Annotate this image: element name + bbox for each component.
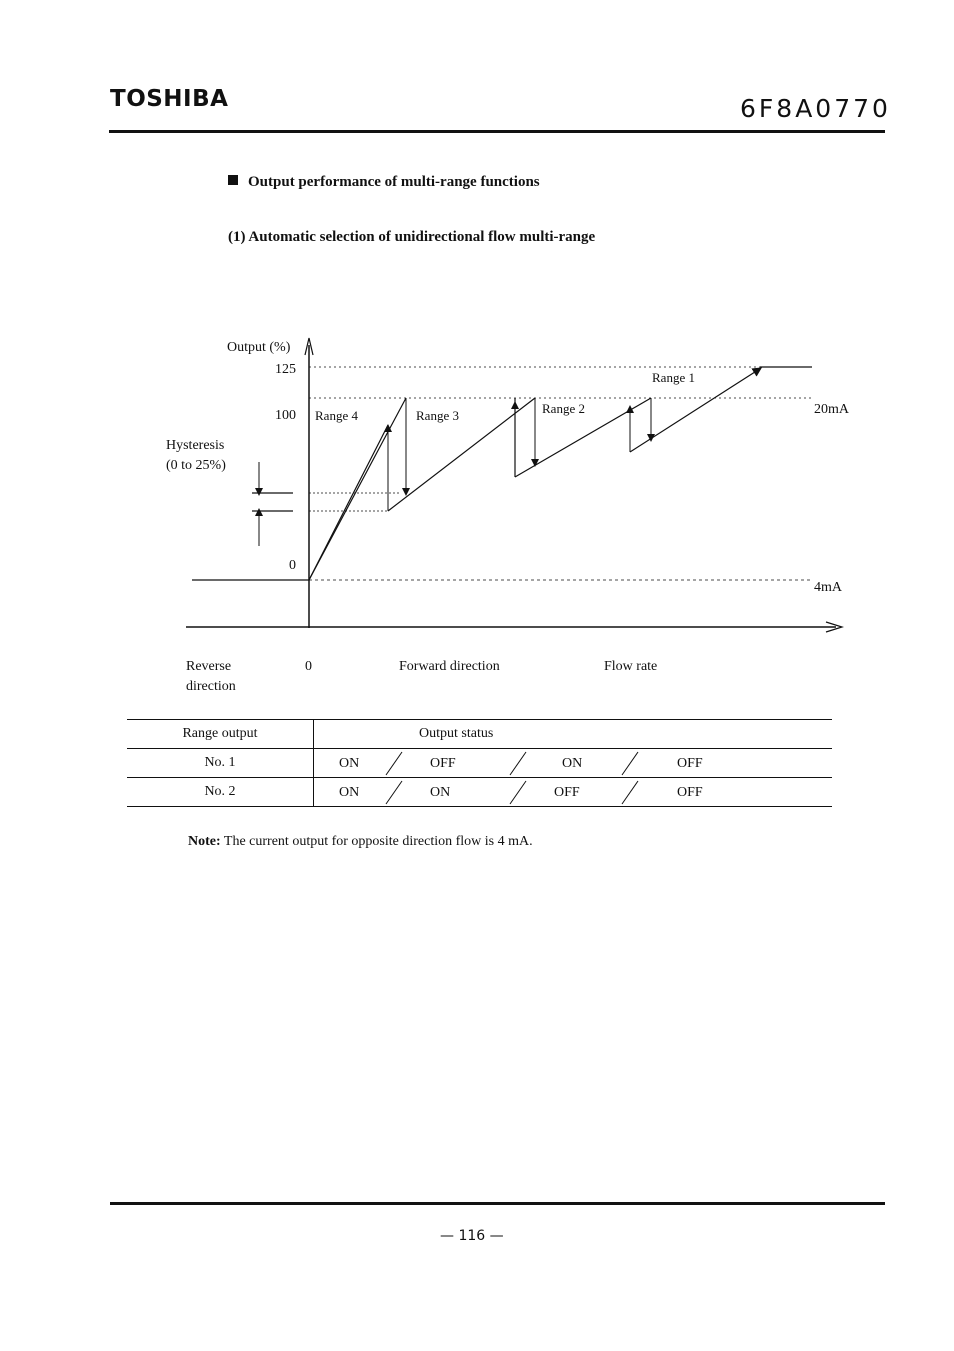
header-output-status: Output status bbox=[314, 720, 833, 749]
document-number: 6F8A0770 bbox=[740, 94, 891, 123]
section-heading-text: Output performance of multi-range functions bbox=[248, 174, 540, 190]
label-4ma: 4mA bbox=[814, 580, 842, 595]
x-label-flow-rate: Flow rate bbox=[604, 659, 658, 674]
header-range-output: Range output bbox=[127, 720, 314, 749]
y-tick-125: 125 bbox=[275, 362, 296, 377]
footer-rule bbox=[110, 1202, 885, 1205]
row-label: No. 1 bbox=[127, 749, 314, 778]
range-3-label: Range 3 bbox=[416, 408, 459, 423]
sub-heading: (1) Automatic selection of unidirectional flow multi-range bbox=[228, 229, 596, 245]
hysteresis-range: (0 to 25%) bbox=[166, 458, 226, 473]
range-4-label: Range 4 bbox=[315, 408, 358, 423]
x-label-reverse: Reverse bbox=[186, 659, 232, 674]
hysteresis-label: Hysteresis bbox=[166, 438, 225, 453]
table-row bbox=[127, 749, 832, 778]
note bbox=[188, 834, 533, 850]
row-label: No. 2 bbox=[127, 778, 314, 807]
range-2-label: Range 2 bbox=[542, 401, 585, 416]
x-label-forward: Forward direction bbox=[399, 659, 500, 674]
table-header-row bbox=[127, 720, 832, 749]
label-20ma: 20mA bbox=[814, 402, 849, 417]
y-axis-label: Output (%) bbox=[227, 340, 291, 355]
range-output-table bbox=[127, 719, 832, 807]
separator-slashes bbox=[314, 778, 833, 806]
x-label-direction: direction bbox=[186, 679, 236, 694]
note-text: The current output for opposite direction flow is 4 mA. bbox=[223, 834, 533, 849]
page-number: — 116 — bbox=[440, 1228, 504, 1244]
separator-slashes bbox=[314, 749, 833, 777]
toshiba-logo: TOSHIBA bbox=[110, 86, 229, 112]
table-row bbox=[127, 778, 832, 807]
x-label-zero: 0 bbox=[305, 659, 312, 674]
row-states: ON OFF ON OFF bbox=[314, 749, 833, 778]
note-prefix: Note: bbox=[188, 834, 221, 849]
range-1-label: Range 1 bbox=[652, 370, 695, 385]
y-tick-0: 0 bbox=[289, 558, 296, 573]
row-states: ON ON OFF OFF bbox=[314, 778, 833, 807]
y-tick-100: 100 bbox=[275, 408, 296, 423]
